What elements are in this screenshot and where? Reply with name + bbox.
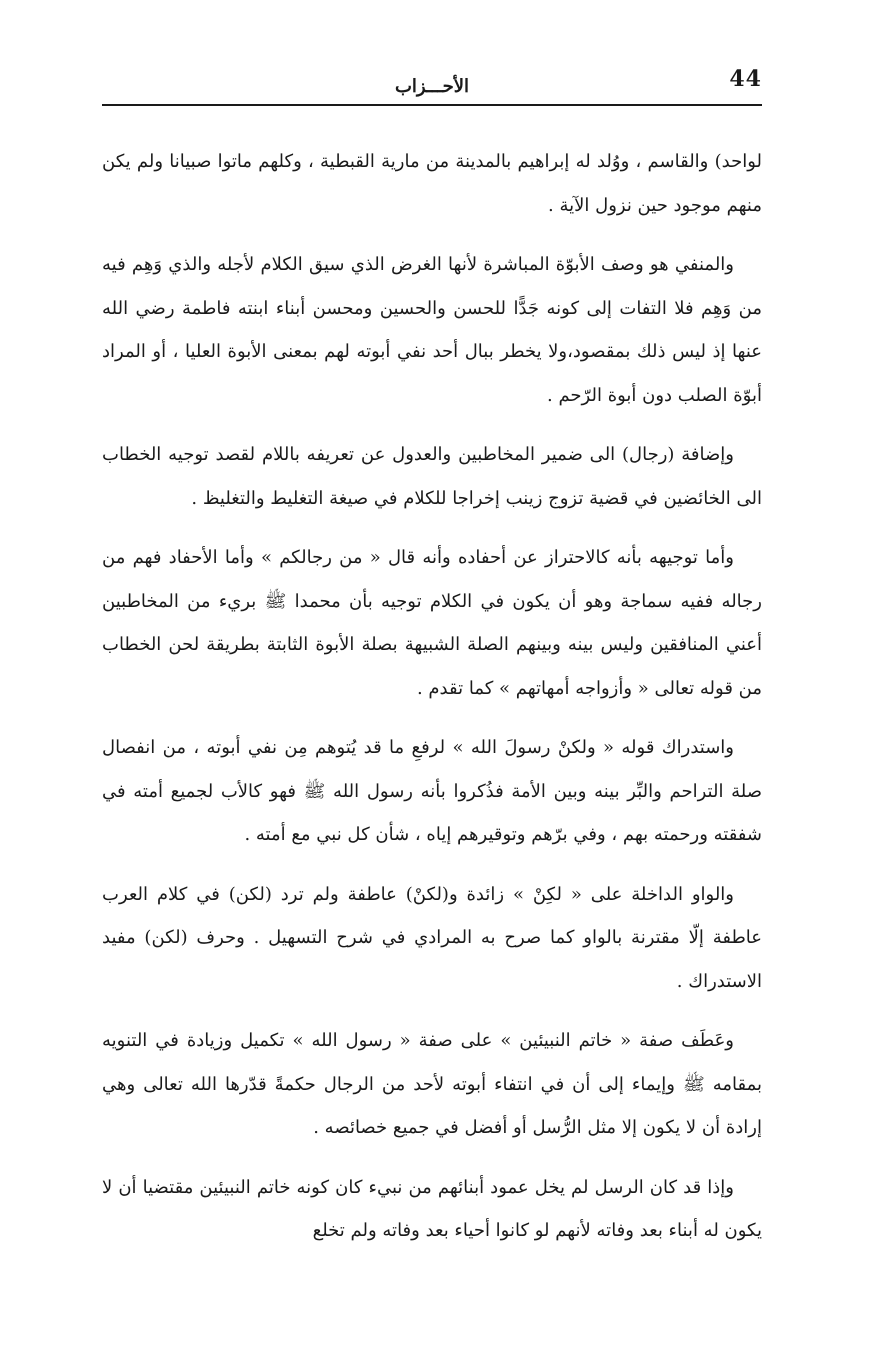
page-number: 44	[729, 66, 762, 92]
paragraph: وإذا قد كان الرسل لم يخل عمود أبنائهم من نبيء كان كونه خاتم النبيئين مقتضيا أن لا يكون له أبناء بعد وفاته لأنهم لو كانوا أحياء بعد وفاته ولم تخلع	[102, 1176, 762, 1241]
paragraph: وإضافة (رجال) الى ضمير المخاطبين والعدول عن تعريفه باللام لقصد توجيه الخطاب الى الخائضين في قضية تزوج زينب إخراجا للكلام في صيغة التغليط والتغليظ .	[102, 444, 762, 509]
paragraph: واستدراك قوله « ولكنْ رسولَ الله » لرفعِ ما قد يُتوهم مِن نفي أبوته ، من انفصال صلة التراحم والبِّر بينه وبين الأمة فذُكروا بأنه رسول الله ﷺ فهو كالأب لجميع أمته في شفقته ورحمته بهم ، وفي برّهم وتوقيرهم إياه ، شأن كل نبي مع أمته .	[102, 737, 762, 845]
paragraph: والمنفي هو وصف الأبوّة المباشرة لأنها الغرض الذي سيق الكلام لأجله والذي وَهِم فيه من وَهِم فلا التفات إلى كونه جَدًّا للحسن والحسين ومحسن أبناء ابنته فاطمة رضي الله عنها إذ ليس ذلك بمقصود،ولا يخطر ببال أحد نفي أبوته لهم بمعنى الأبوة العليا ، أو المراد أبوّة الصلب دون أبوة الرّحم .	[102, 254, 762, 406]
paragraph: لواحد) والقاسم ، ووُلد له إبراهيم بالمدينة من مارية القبطية ، وكلهم ماتوا صبيانا ولم يكن منهم موجود حين نزول الآية .	[102, 151, 762, 216]
running-title: الأحـــزاب	[394, 76, 470, 97]
paragraph: وعَطَف صفة « خاتم النبيئين » على صفة « رسول الله » تكميل وزيادة في التنويه بمقامه ﷺ وإيماء إلى أن في انتفاء أبوته لأحد من الرجال حكمةً قدّرها الله تعالى وهي إرادة أن لا يكون إلا مثل الرُّسل أو أفضل في جميع خصائصه .	[102, 1030, 762, 1138]
paragraph: وأما توجيهه بأنه كالاحتراز عن أحفاده وأنه قال « من رجالكم » وأما الأحفاد فهم من رجاله ففيه سماجة وهو أن يكون في الكلام توجيه بأن محمدا ﷺ بريء من المخاطبين أعني المنافقين وليس بينه وبينهم الصلة الشبيهة بصلة الأبوة الثابتة بطريقة لحن الخطاب من قوله تعالى « وأزواجه أمهاتهم » كما تقدم .	[102, 547, 762, 699]
body-text	[102, 140, 762, 1269]
paragraph: والواو الداخلة على « لكِنْ » زائدة و(لكنْ) عاطفة ولم ترد (لكن) في كلام العرب عاطفة إلّا مقترنة بالواو كما صرح به المرادي في شرح التسهيل . وحرف (لكن) مفيد الاستدراك .	[102, 883, 762, 992]
page-header	[102, 64, 762, 104]
header-divider	[102, 104, 762, 106]
